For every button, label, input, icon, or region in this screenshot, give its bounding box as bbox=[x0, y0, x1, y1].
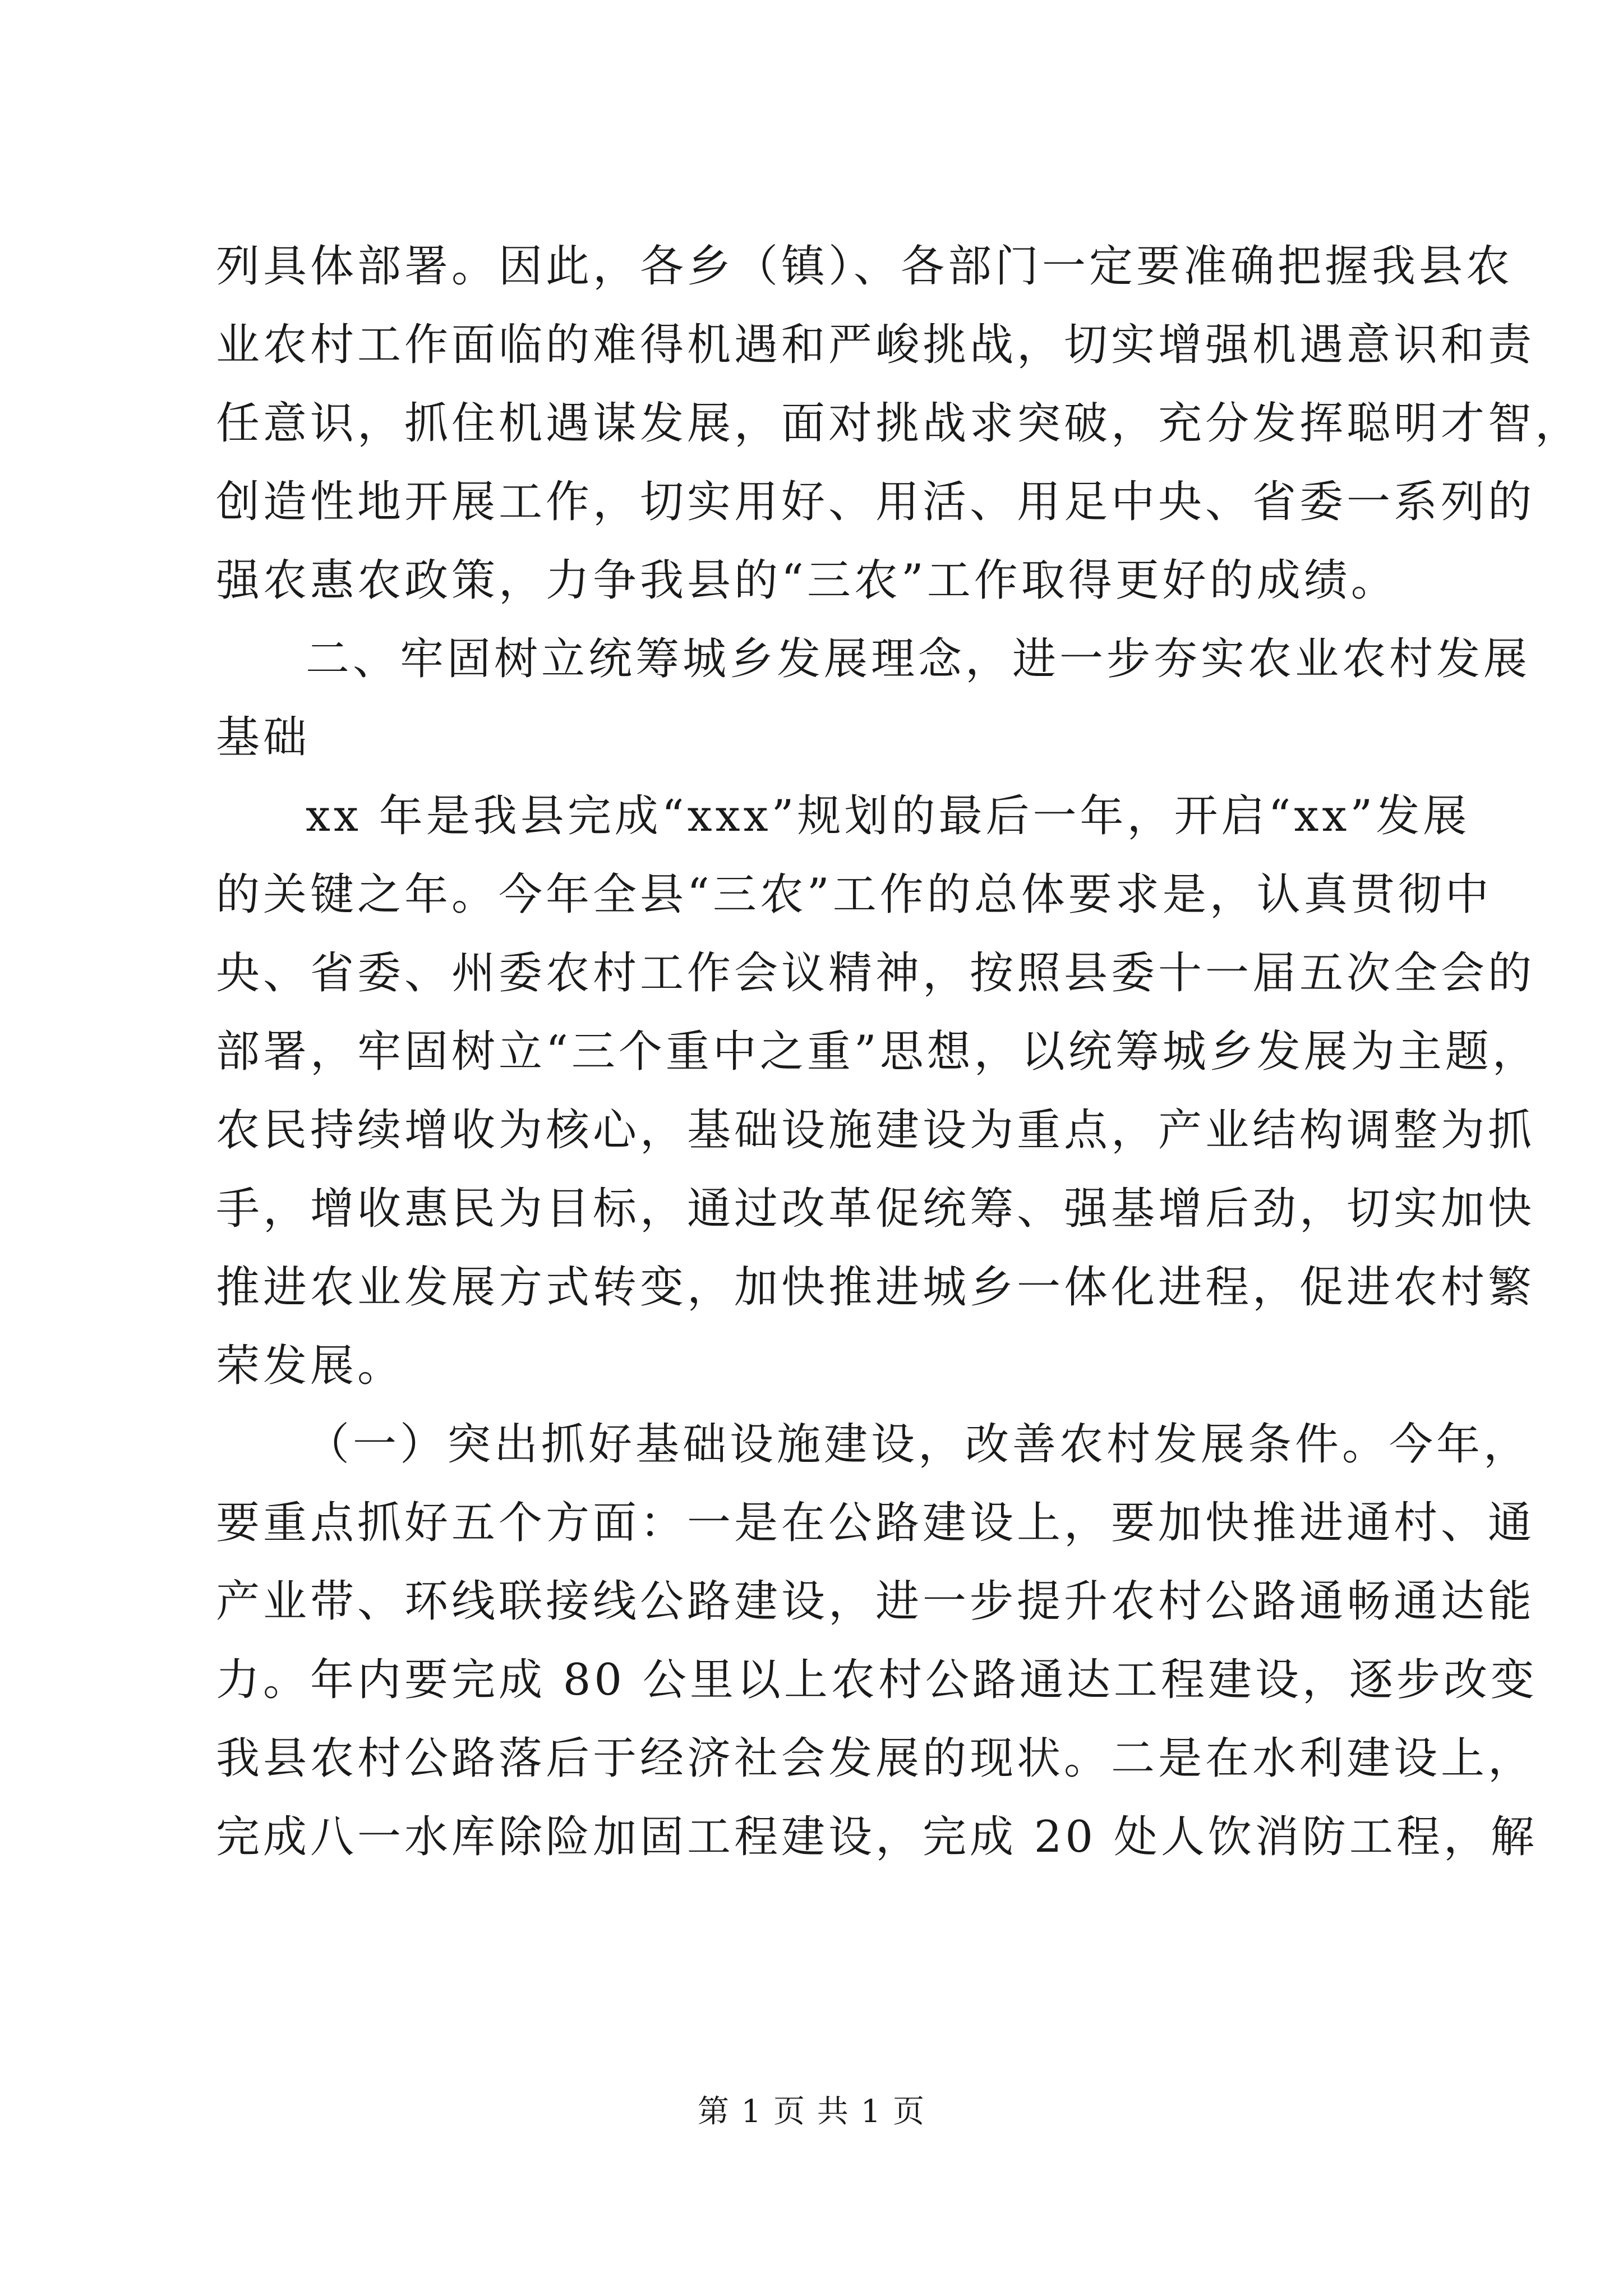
subsection-line: （一）突出抓好基础设施建设，改善农村发展条件。今年， bbox=[306, 1419, 1531, 1470]
text-line: 荣发展。 bbox=[216, 1341, 405, 1391]
section-heading: 二、牢固树立统筹城乡发展理念，进一步夯实农业农村发展 bbox=[306, 634, 1531, 684]
text-line: 业农村工作面临的难得机遇和严峻挑战，切实增强机遇意识和责 bbox=[216, 320, 1536, 370]
text-line: 创造性地开展工作，切实用好、用活、用足中央、省委一系列的 bbox=[216, 477, 1536, 527]
text-line: 央、省委、州委农村工作会议精神，按照县委十一届五次全会的 bbox=[216, 948, 1536, 999]
text-line: 推进农业发展方式转变，加快推进城乡一体化进程，促进农村繁 bbox=[216, 1262, 1536, 1313]
text-line: 产业带、环线联接线公路建设，进一步提升农村公路通畅通达能 bbox=[216, 1576, 1536, 1627]
text-line: 我县农村公路落后于经济社会发展的现状。二是在水利建设上， bbox=[216, 1733, 1536, 1784]
text-line: 的关键之年。今年全县“三农”工作的总体要求是，认真贯彻中 bbox=[216, 869, 1492, 920]
text-line: 强农惠农政策，力争我县的“三农”工作取得更好的成绩。 bbox=[216, 555, 1398, 606]
text-line: 要重点抓好五个方面：一是在公路建设上，要加快推进通村、通 bbox=[216, 1498, 1536, 1548]
text-line: 力。年内要完成 80 公里以上农村公路通达工程建设，逐步改变 bbox=[216, 1655, 1538, 1705]
text-line: 手，增收惠民为目标，通过改革促统筹、强基增后劲，切实加快 bbox=[216, 1184, 1536, 1234]
text-line: 农民持续增收为核心，基础设施建设为重点，产业结构调整为抓 bbox=[216, 1105, 1536, 1156]
text-line: 部署，牢固树立“三个重中之重”思想，以统筹城乡发展为主题， bbox=[216, 1027, 1539, 1077]
text-line: 列具体部署。因此，各乡（镇）、各部门一定要准确把握我县农 bbox=[216, 241, 1514, 292]
section-heading-continued: 基础 bbox=[216, 712, 311, 763]
text-line: xx 年是我县完成“xxx”规划的最后一年，开启“xx”发展 bbox=[306, 791, 1470, 841]
text-line: 完成八一水库除险加固工程建设，完成 20 处人饮消防工程，解 bbox=[216, 1812, 1538, 1862]
text-line: 任意识，抓住机遇谋发展，面对挑战求突破，充分发挥聪明才智， bbox=[216, 398, 1583, 449]
page-footer: 第 1 页 共 1 页 bbox=[697, 2093, 926, 2130]
